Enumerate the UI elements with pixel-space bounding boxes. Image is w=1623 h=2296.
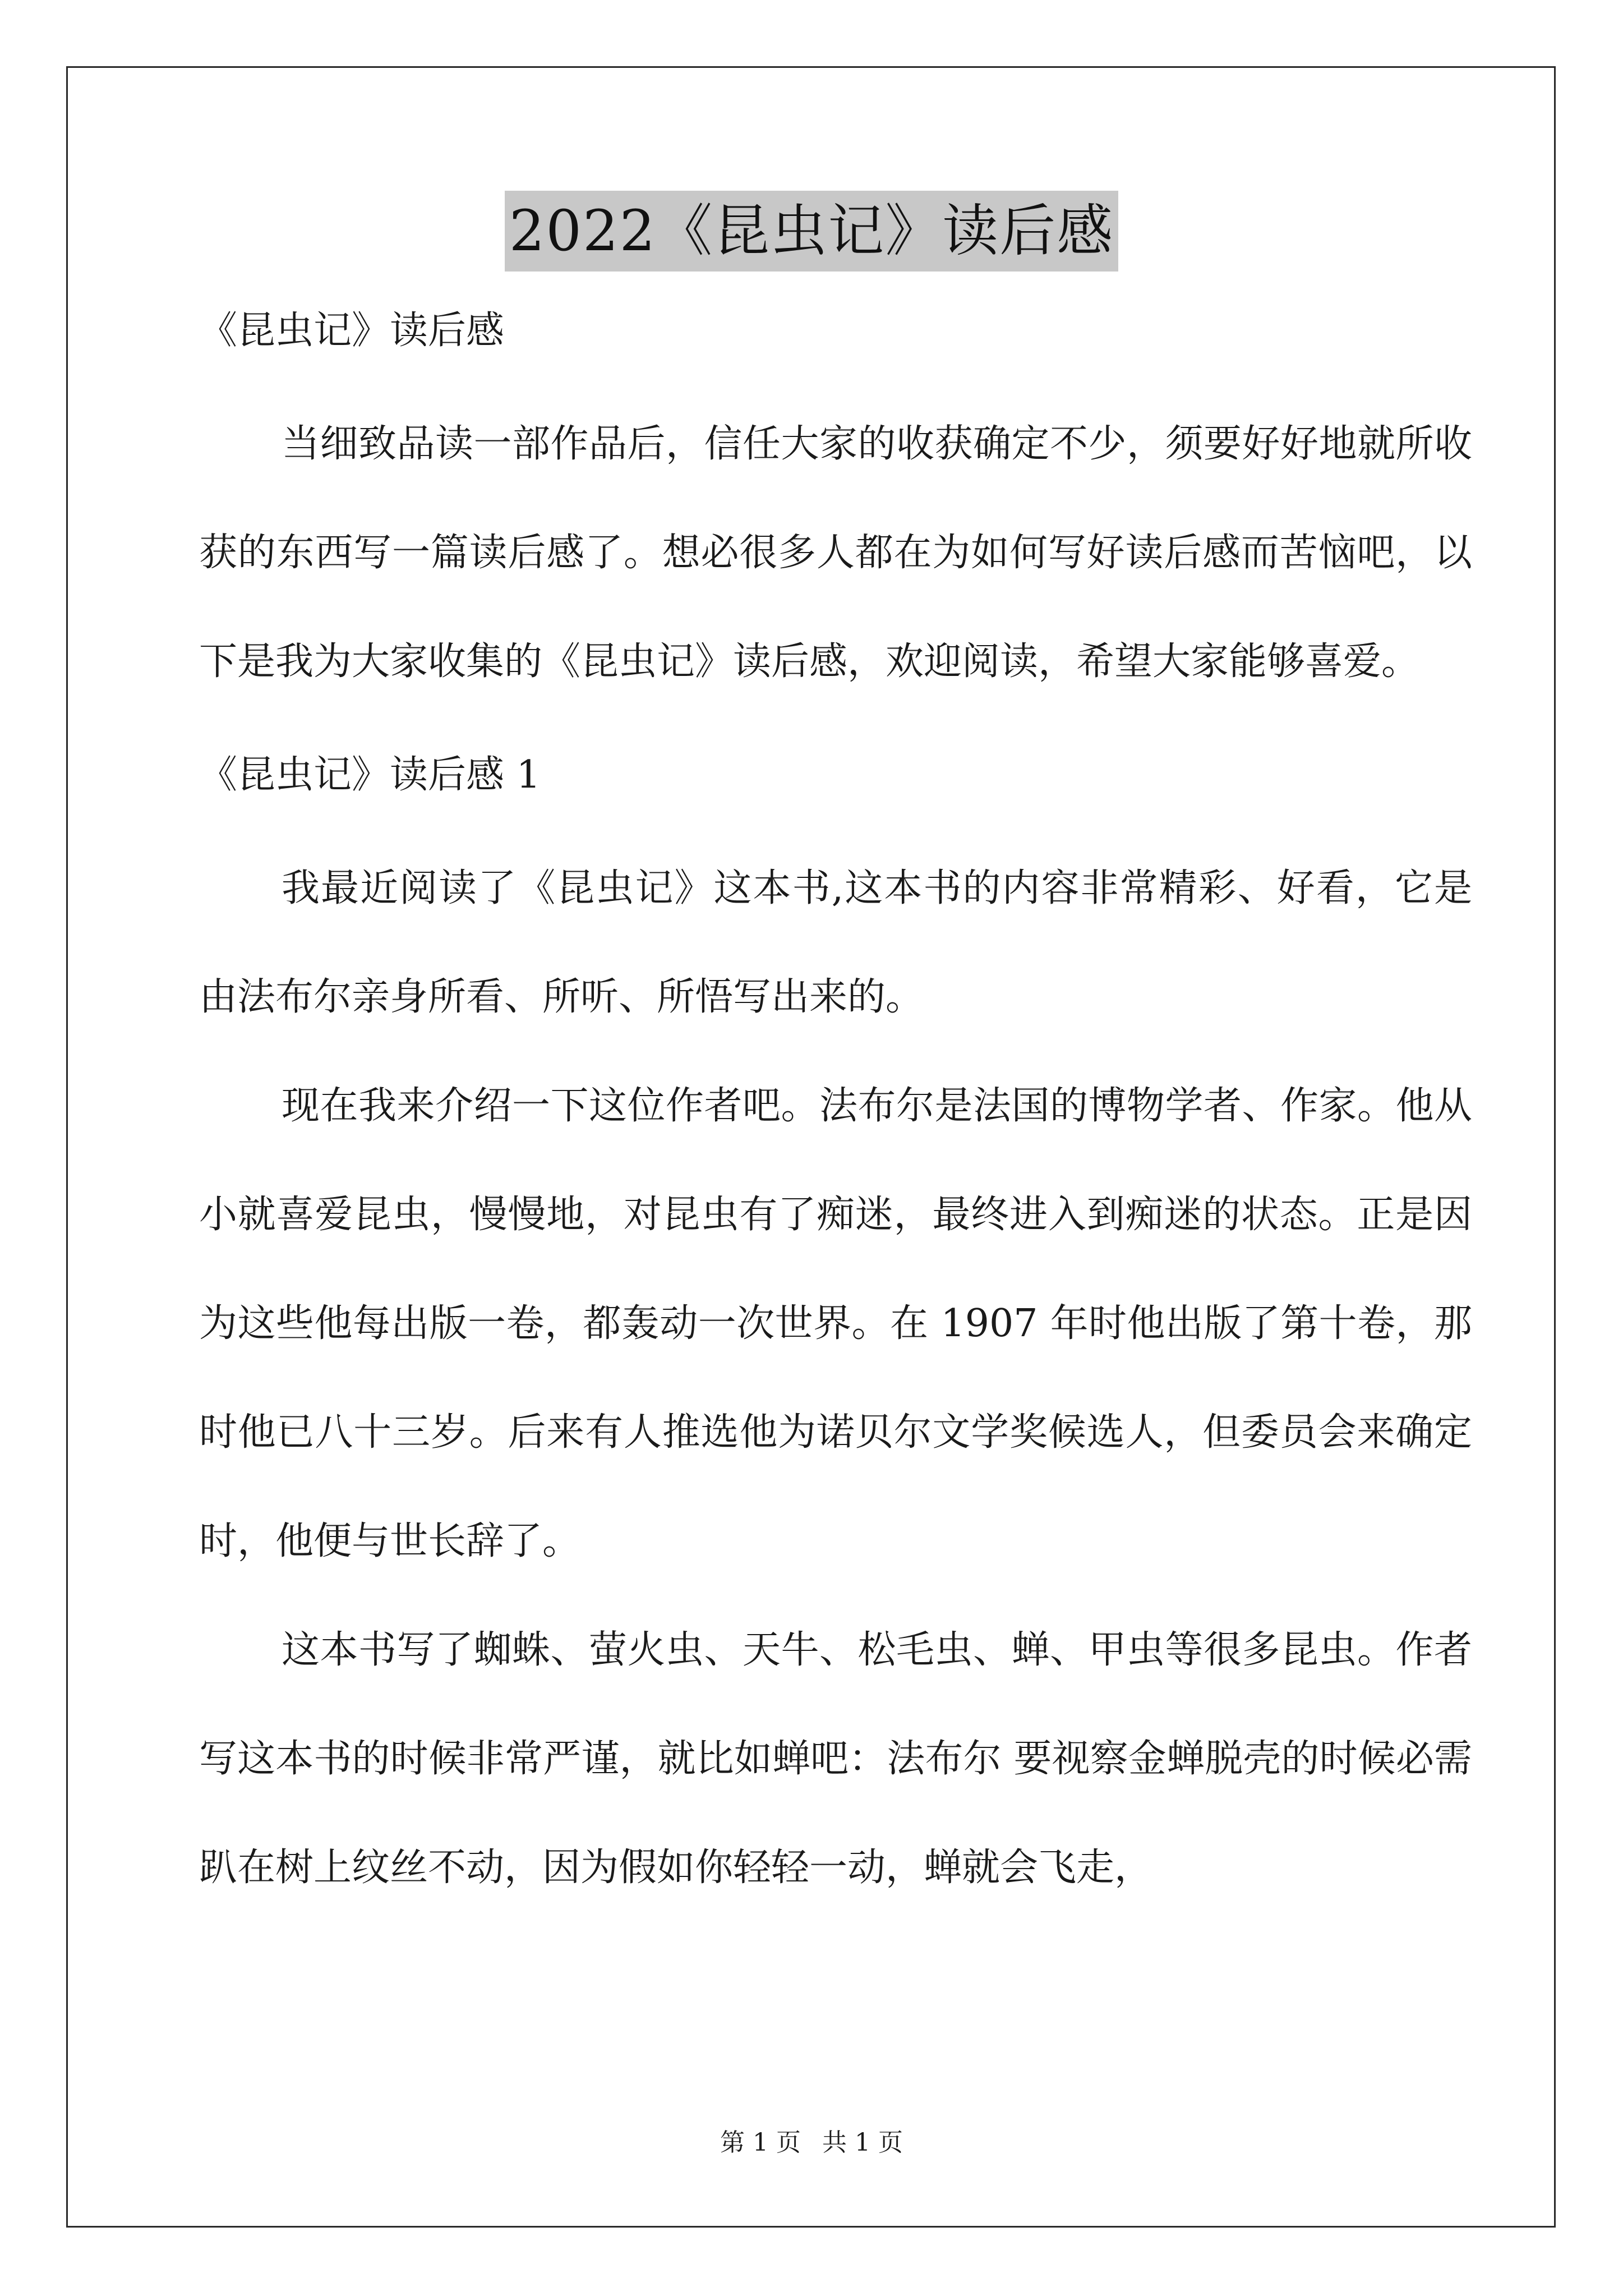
spacer bbox=[199, 716, 1472, 750]
title-container bbox=[0, 191, 1623, 272]
document-body bbox=[199, 306, 1472, 1922]
spacer bbox=[199, 800, 1472, 834]
body-paragraph: 这本书写了蜘蛛、萤火虫、天牛、松毛虫、蝉、甲虫等很多昆虫。作者写这本书的时候非常严谨，就比如蝉吧：法布尔 要视察金蝉脱壳的时候必需趴在树上纹丝不动，因为假如你轻轻一动，蝉就会飞走， bbox=[199, 1628, 1472, 1890]
section-heading: 《昆虫记》读后感 1 bbox=[199, 753, 541, 797]
page-number: 第 1 页 bbox=[720, 2128, 801, 2157]
document-title: 2022《昆虫记》读后感 bbox=[505, 191, 1119, 272]
body-paragraph: 现在我来介绍一下这位作者吧。法布尔是法国的博物学者、作家。他从小就喜爱昆虫，慢慢地，对昆虫有了痴迷，最终进入到痴迷的状态。正是因为这些他每出版一卷，都轰动一次世界。在 1907 年时他出版了第十卷，那时他已八十三岁。后来有人推选他为诺贝尔文学奖候选人，但委员会来确定时，他便与世长辞了。 bbox=[199, 1084, 1472, 1563]
intro-paragraph: 当细致品读一部作品后，信任大家的收获确定不少，须要好好地就所收获的东西写一篇读后感了。想必很多人都在为如何写好读后感而苦恼吧，以下是我为大家收集的《昆虫记》读后感，欢迎阅读，希望大家能够喜爱。 bbox=[199, 422, 1472, 684]
page-total: 共 1 页 bbox=[822, 2128, 903, 2157]
body-paragraph: 我最近阅读了《昆虫记》这本书,这本书的内容非常精彩、好看，它是由法布尔亲身所看、所听、所悟写出来的。 bbox=[199, 866, 1472, 1019]
spacer bbox=[199, 356, 1472, 390]
intro-heading: 《昆虫记》读后感 bbox=[199, 309, 505, 353]
page-footer bbox=[0, 2126, 1623, 2160]
